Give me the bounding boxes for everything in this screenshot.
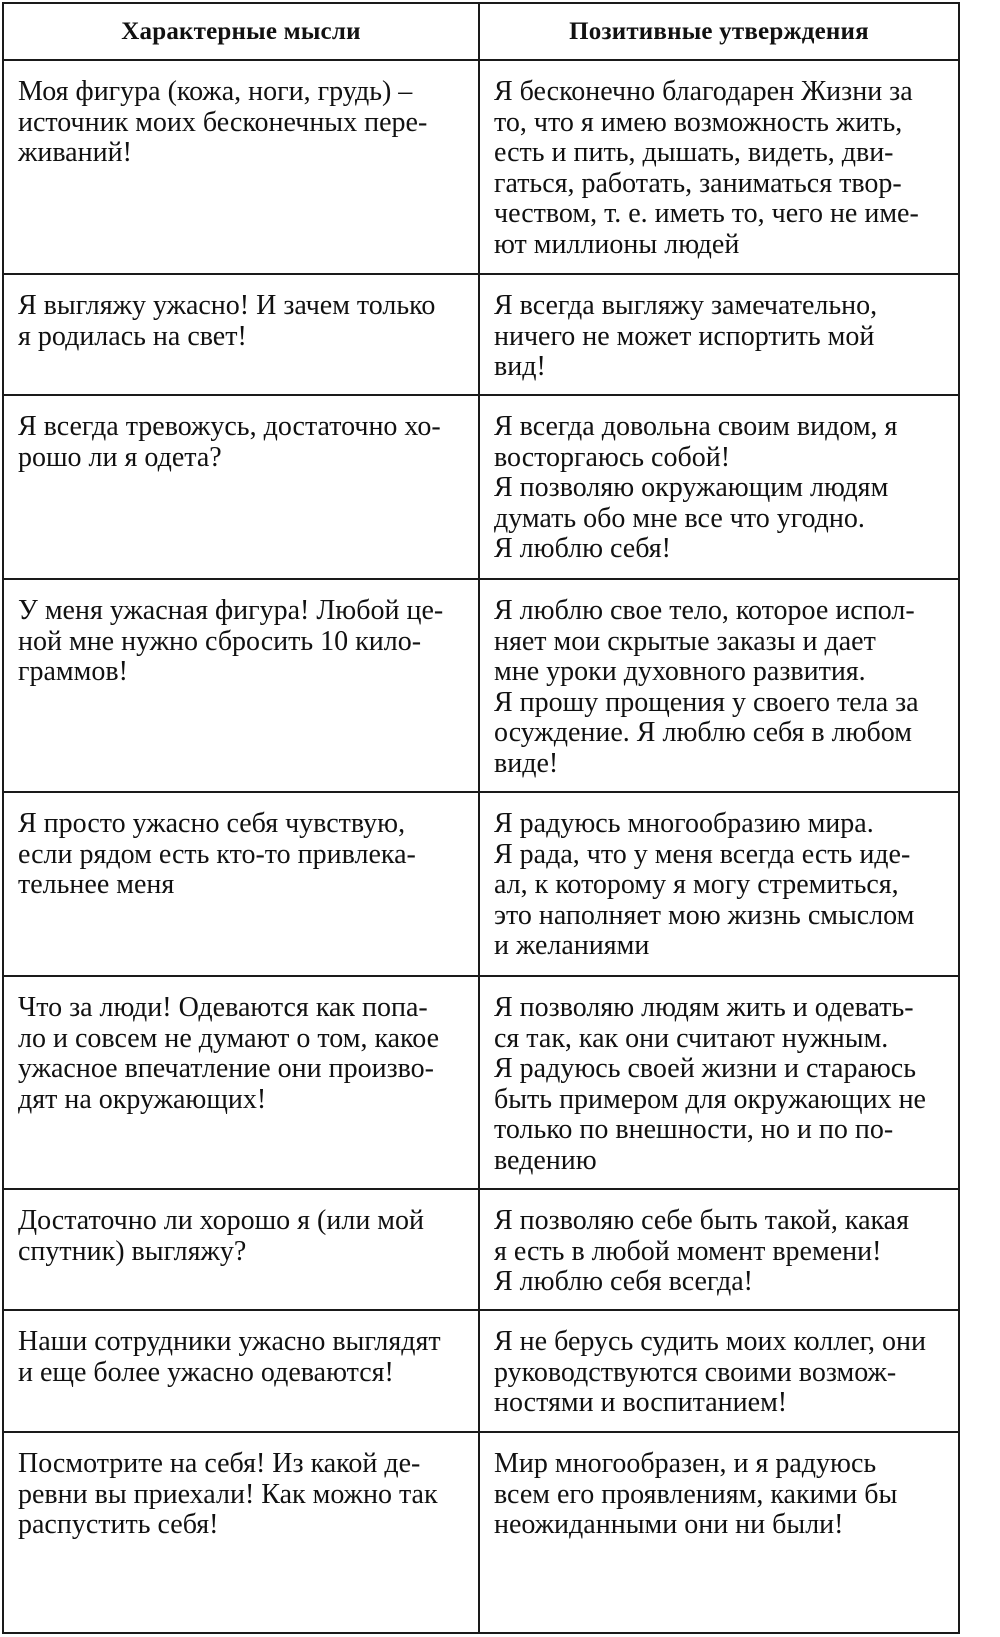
- header-positive-affirmations: Позитивные утверждения: [479, 3, 959, 60]
- table-row: [3, 1189, 959, 1310]
- thoughts-affirmations-table: [2, 2, 960, 1634]
- table-row: [3, 274, 959, 395]
- thought-cell: Моя фигура (кожа, ноги, грудь) – источник моих бесконечных пере- живаний!: [3, 60, 479, 274]
- table-row: [3, 1310, 959, 1432]
- thought-cell: Посмотрите на себя! Из какой де- ревни вы приехали! Как можно так распустить себя!: [3, 1432, 479, 1633]
- affirmation-cell: Я позволяю людям жить и одевать- ся так, как они считают нужным. Я радуюсь своей жизни и стараюсь быть примером для окружающих не только по внешности, но и по по- ведению: [479, 976, 959, 1189]
- affirmation-cell: Я бесконечно благодарен Жизни за то, что я имею возможность жить, есть и пить, дышать, видеть, дви- гаться, работать, заниматься твор- чеством, т. е. иметь то, чего не име- ют миллионы людей: [479, 60, 959, 274]
- affirmation-cell: Я радуюсь многообразию мира. Я рада, что у меня всегда есть иде- ал, к которому я могу стремиться, это наполняет мою жизнь смыслом и желаниями: [479, 792, 959, 976]
- thought-cell: Наши сотрудники ужасно выглядят и еще более ужасно одеваются!: [3, 1310, 479, 1432]
- thought-cell: Что за люди! Одеваются как попа- ло и совсем не думают о том, какое ужасное впечатление они произво- дят на окружающих!: [3, 976, 479, 1189]
- table-row: [3, 579, 959, 792]
- table-row: [3, 395, 959, 579]
- table-row: [3, 1432, 959, 1633]
- thought-cell: Я всегда тревожусь, достаточно хо- рошо ли я одета?: [3, 395, 479, 579]
- affirmation-cell: Я не берусь судить моих коллег, они руководствуются своими возмож- ностями и воспитанием!: [479, 1310, 959, 1432]
- thought-cell: Достаточно ли хорошо я (или мой спутник) выгляжу?: [3, 1189, 479, 1310]
- affirmation-cell: Я всегда выгляжу замечательно, ничего не может испортить мой вид!: [479, 274, 959, 395]
- table-header-row: [3, 3, 959, 60]
- affirmation-cell: Я всегда довольна своим видом, я восторгаюсь собой! Я позволяю окружающим людям думать обо мне все что угодно. Я люблю себя!: [479, 395, 959, 579]
- thought-cell: У меня ужасная фигура! Любой це- ной мне нужно сбросить 10 кило- граммов!: [3, 579, 479, 792]
- affirmation-cell: Мир многообразен, и я радуюсь всем его проявлениям, какими бы неожиданными они ни были!: [479, 1432, 959, 1633]
- header-characteristic-thoughts: Характерные мысли: [3, 3, 479, 60]
- table-row: [3, 60, 959, 274]
- affirmation-cell: Я люблю свое тело, которое испол- няет мои скрытые заказы и дает мне уроки духовного развития. Я прошу прощения у своего тела за осуждение. Я люблю себя в любом виде!: [479, 579, 959, 792]
- affirmation-cell: Я позволяю себе быть такой, какая я есть в любой момент времени! Я люблю себя всегда!: [479, 1189, 959, 1310]
- table-row: [3, 976, 959, 1189]
- thought-cell: Я просто ужасно себя чувствую, если рядом есть кто-то привлека- тельнее меня: [3, 792, 479, 976]
- thought-cell: Я выгляжу ужасно! И зачем только я родилась на свет!: [3, 274, 479, 395]
- table-row: [3, 792, 959, 976]
